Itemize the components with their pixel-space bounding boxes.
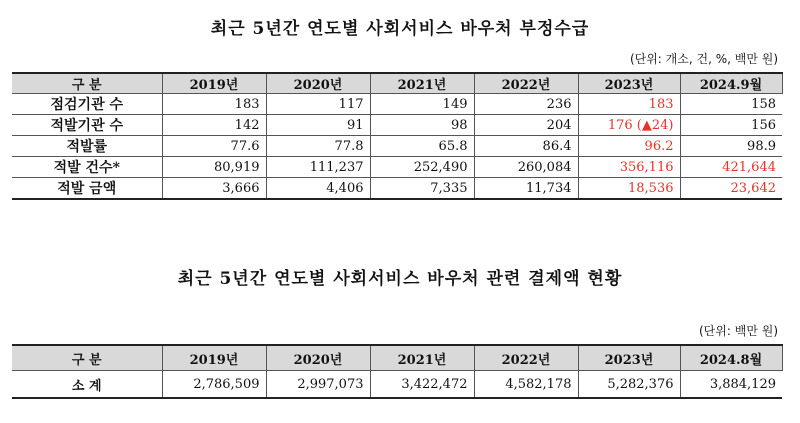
- header-2021: 2021년: [370, 73, 474, 94]
- header-2024: 2024.8월: [680, 345, 782, 371]
- header-category: 구 분: [12, 345, 162, 371]
- table-row: [12, 157, 782, 178]
- row-label: 점검기관 수: [12, 94, 162, 115]
- table-cell: 142: [162, 115, 266, 136]
- table-header-row: [12, 345, 782, 371]
- table-cell: 96.2: [578, 136, 680, 157]
- table-cell: 156: [680, 115, 782, 136]
- table-cell: 204: [474, 115, 578, 136]
- fraud-table: [12, 72, 783, 200]
- table-cell: 11,734: [474, 178, 578, 200]
- table-cell: 7,335: [370, 178, 474, 200]
- header-2022: 2022년: [474, 73, 578, 94]
- table-cell: 3,666: [162, 178, 266, 200]
- table-cell: 2,786,509: [162, 371, 266, 399]
- table-header-row: [12, 73, 782, 94]
- table-row: [12, 115, 782, 136]
- table-cell: 4,406: [266, 178, 370, 200]
- row-label: 적발률: [12, 136, 162, 157]
- table1-unit: (단위: 개소, 건, %, 백만 원): [629, 52, 778, 66]
- table-cell: 2,997,073: [266, 371, 370, 399]
- header-category: 구 분: [12, 73, 162, 94]
- table-cell: 91: [266, 115, 370, 136]
- row-label: 적발기관 수: [12, 115, 162, 136]
- table-cell: 18,536: [578, 178, 680, 200]
- table1-title: 최근 5년간 연도별 사회서비스 바우처 부정수급: [210, 19, 590, 39]
- table-cell: 3,422,472: [370, 371, 474, 399]
- table-cell: 3,884,129: [680, 371, 782, 399]
- row-label: 적발 건수*: [12, 157, 162, 178]
- table-row: [12, 136, 782, 157]
- table-cell: 158: [680, 94, 782, 115]
- table-row: [12, 178, 782, 200]
- header-2019: 2019년: [162, 73, 266, 94]
- table2-title: 최근 5년간 연도별 사회서비스 바우처 관련 결제액 현황: [177, 269, 623, 289]
- table-cell: 183: [578, 94, 680, 115]
- table-cell: 111,237: [266, 157, 370, 178]
- header-2024: 2024.9월: [680, 73, 782, 94]
- header-2020: 2020년: [266, 345, 370, 371]
- table-cell: 252,490: [370, 157, 474, 178]
- header-2020: 2020년: [266, 73, 370, 94]
- table-row: [12, 371, 782, 399]
- table-cell: 77.8: [266, 136, 370, 157]
- table-cell: 183: [162, 94, 266, 115]
- table-cell: 236: [474, 94, 578, 115]
- table-cell: 149: [370, 94, 474, 115]
- header-2023: 2023년: [578, 73, 680, 94]
- header-2021: 2021년: [370, 345, 474, 371]
- table-cell: 80,919: [162, 157, 266, 178]
- table-cell: 5,282,376: [578, 371, 680, 399]
- table-cell: 260,084: [474, 157, 578, 178]
- header-2022: 2022년: [474, 345, 578, 371]
- table2-unit: (단위: 백만 원): [699, 324, 778, 338]
- table-cell: 23,642: [680, 178, 782, 200]
- table-cell: 421,644: [680, 157, 782, 178]
- table-cell: 98: [370, 115, 474, 136]
- table-cell: 356,116: [578, 157, 680, 178]
- table-row: [12, 94, 782, 115]
- table-cell: 176 (▲24): [578, 115, 680, 136]
- table-cell: 98.9: [680, 136, 782, 157]
- table-cell: 117: [266, 94, 370, 115]
- payment-table: [12, 344, 783, 399]
- header-2019: 2019년: [162, 345, 266, 371]
- row-label: 소 계: [12, 371, 162, 399]
- table-cell: 77.6: [162, 136, 266, 157]
- table-cell: 86.4: [474, 136, 578, 157]
- table-cell: 4,582,178: [474, 371, 578, 399]
- header-2023: 2023년: [578, 345, 680, 371]
- table-cell: 65.8: [370, 136, 474, 157]
- row-label: 적발 금액: [12, 178, 162, 200]
